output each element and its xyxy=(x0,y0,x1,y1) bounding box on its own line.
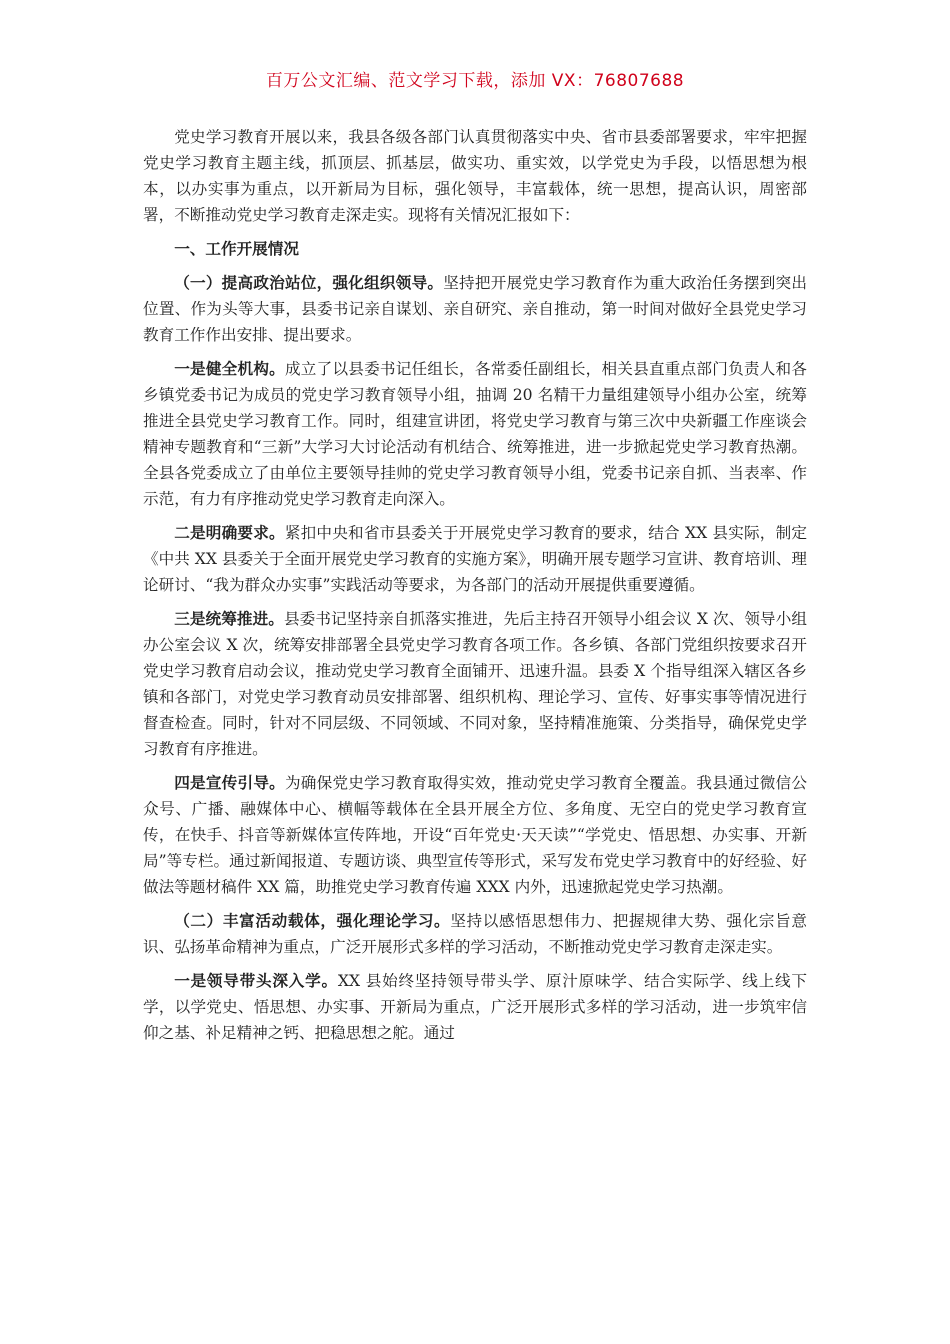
intro-paragraph: 党史学习教育开展以来，我县各级各部门认真贯彻落实中央、省市县委部署要求，牢牢把握党史学习教育主题主线，抓顶层、抓基层，做实功、重实效，以学党史为手段，以悟思想为根本，以办实事为重点，以开新局为目标，强化领导，丰富载体，统一思想，提高认识，周密部署，不断推动党史学习教育走深走实。现将有关情况汇报如下： xyxy=(143,128,807,224)
point-3-text: 县委书记坚持亲自抓落实推进，先后主持召开领导小组会议 X 次、领导小组办公室会议 X 次，统筹安排部署全县党史学习教育各项工作。各乡镇、各部门党组织按要求召开党史学习教育启动会议，推动党史学习教育全面铺开、迅速升温。县委 X 个指导组深入辖区各乡镇和各部门，对党史学习教育动员安排部署、组织机构、理论学习、宣传、好事实事等情况进行督查检查。同时，针对不同层级、不同领域、不同对象，坚持精准施策、分类指导，确保党史学习教育有序推进。 xyxy=(143,610,807,758)
point-4-text: 为确保党史学习教育取得实效，推动党史学习教育全覆盖。我县通过微信公众号、广播、融媒体中心、横幅等载体在全县开展全方位、多角度、无空白的党史学习教育宣传，在快手、抖音等新媒体宣传阵地，开设“百年党史·天天读”“学党史、悟思想、办实事、开新局”等专栏。通过新闻报道、专题访谈、典型宣传等形式，采写发布党史学习教育中的好经验、好做法等题材稿件 XX 篇，助推党史学习教育传遍 XXX 内外，迅速掀起党史学习热潮。 xyxy=(143,774,807,896)
point-1-text: 成立了以县委书记任组长，各常委任副组长，相关县直重点部门负责人和各乡镇党委书记为成员的党史学习教育领导小组，抽调 20 名精干力量组建领导小组办公室，统筹推进全县党史学习教育工作。同时，组建宣讲团，将党史学习教育与第三次中央新疆工作座谈会精神专题教育和“三新”大学习大讨论活动有机结合、统筹推进，进一步掀起党史学习教育热潮。全县各党委成立了由单位主要领导挂帅的党史学习教育领导小组，党委书记亲自抓、当表率、作示范，有力有序推动党史学习教育走向深入。 xyxy=(143,360,807,508)
subsection-1-text: 坚持把开展党史学习教育作为重大政治任务摆到突出位置、作为头等大事，县委书记亲自谋划、亲自研究、亲自推动，第一时间对做好全县党史学习教育工作作出安排、提出要求。 xyxy=(143,274,807,344)
subsection-2-lead: （二）丰富活动载体，强化理论学习。 xyxy=(174,911,451,930)
subsection-1-paragraph xyxy=(143,270,807,348)
point-3-paragraph xyxy=(143,606,807,762)
point-1-lead: 一是健全机构。 xyxy=(174,359,285,378)
point-5-paragraph xyxy=(143,968,807,1046)
point-2-paragraph xyxy=(143,520,807,598)
point-3-lead: 三是统筹推进。 xyxy=(174,609,284,628)
point-4-paragraph xyxy=(143,770,807,900)
point-5-lead: 一是领导带头深入学。 xyxy=(174,971,338,990)
point-1-paragraph xyxy=(143,356,807,512)
section-heading: 一、工作开展情况 xyxy=(174,239,299,258)
subsection-2-text: 坚持以感悟思想伟力、把握规律大势、强化宗旨意识、弘扬革命精神为重点，广泛开展形式多样的学习活动，不断推动党史学习教育走深走实。 xyxy=(143,912,807,956)
document-body xyxy=(143,124,807,1046)
point-2-text: 紧扣中央和省市县委关于开展党史学习教育的要求，结合 XX 县实际，制定《中共 XX 县委关于全面开展党史学习教育的实施方案》，明确开展专题学习宣讲、教育培训、理论研讨、“我为群众办实事”实践活动等要求，为各部门的活动开展提供重要遵循。 xyxy=(143,524,807,594)
subsection-2-paragraph xyxy=(143,908,807,960)
promo-banner: 百万公文汇编、范文学习下载，添加 VX：76807688 xyxy=(265,71,685,91)
point-5-text: XX 县始终坚持领导带头学、原汁原味学、结合实际学、线上线下学，以学党史、悟思想、办实事、开新局为重点，广泛开展形式多样的学习活动，进一步筑牢信仰之基、补足精神之钙、把稳思想之舵。通过 xyxy=(143,972,807,1042)
point-2-lead: 二是明确要求。 xyxy=(174,523,285,542)
point-4-lead: 四是宣传引导。 xyxy=(174,773,285,792)
subsection-1-lead: （一）提高政治站位，强化组织领导。 xyxy=(174,273,444,292)
